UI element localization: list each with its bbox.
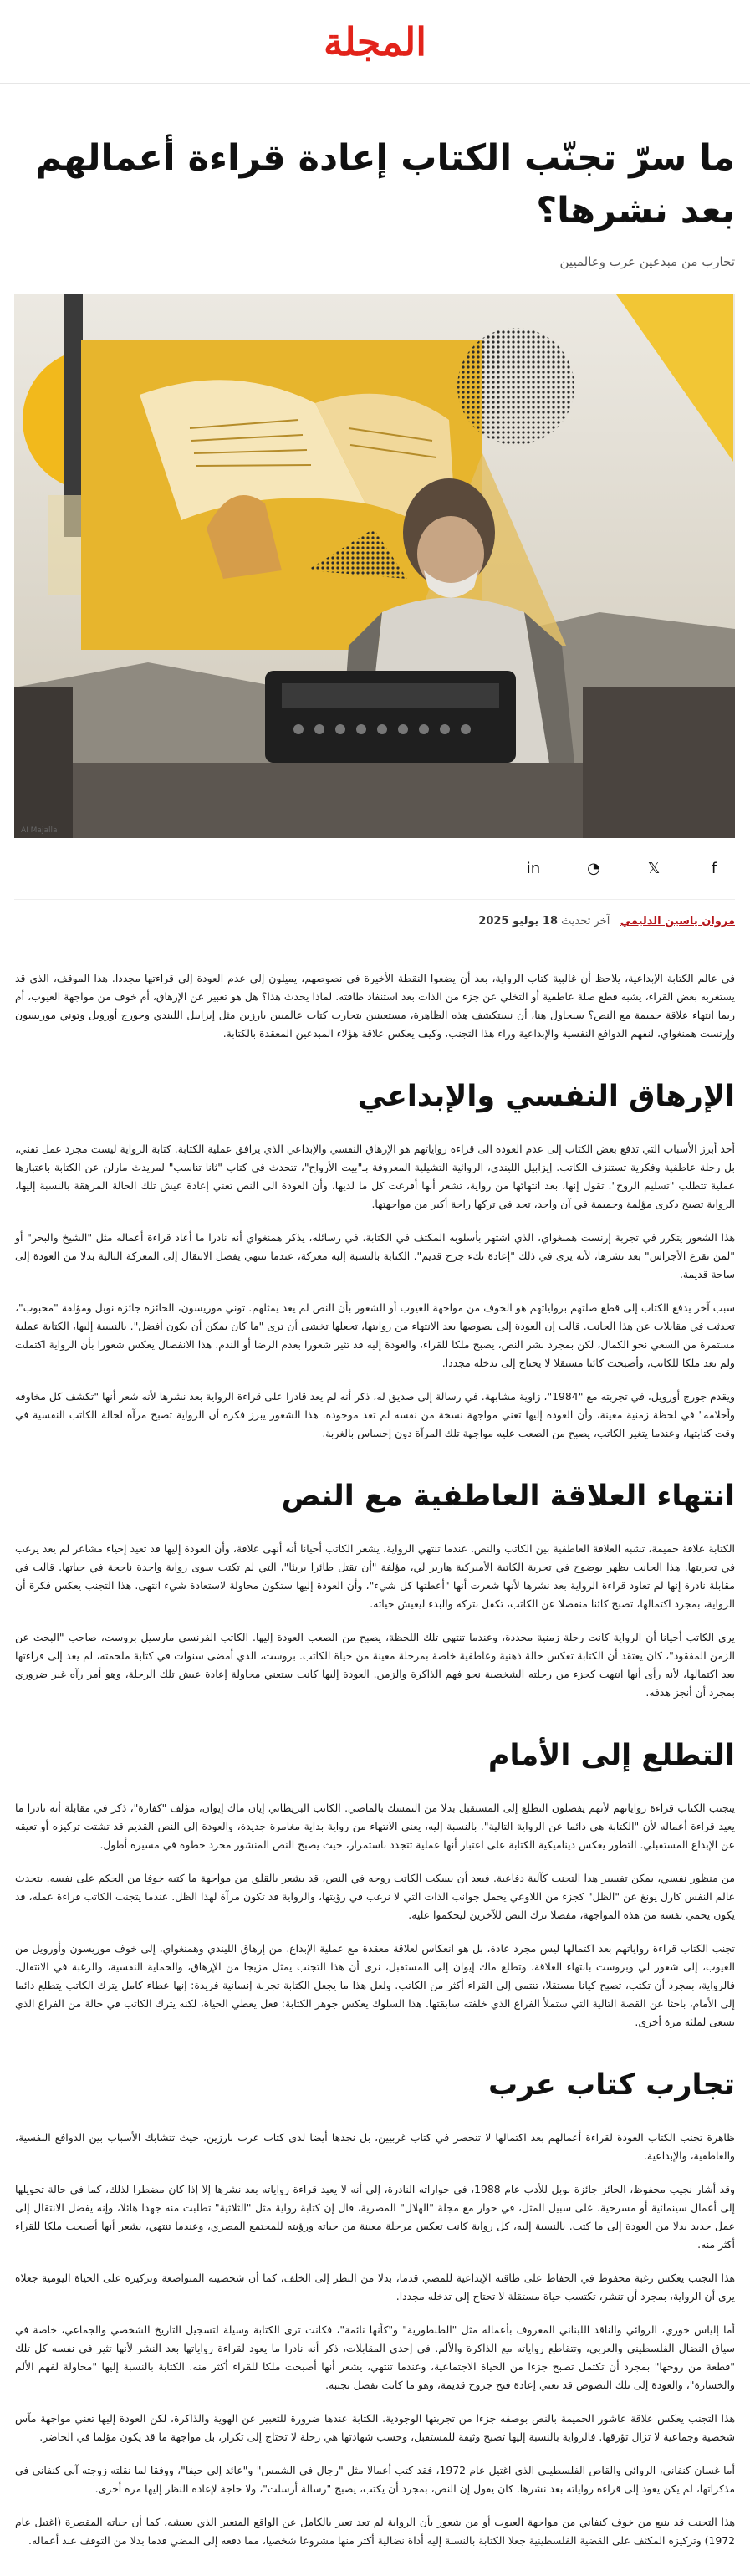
article-paragraph: هذا التجنب قد ينبع من خوف كنفاني من مواجهة العيوب أو من شعور بأن الرواية لم تعد تعبر بالكامل عن الواقع المتغير الذي يعيشه، كما أن حياته المقصرة (اغتيل عام 1972) وتركيزه المكثف على القضية الفلسطينية جعلا الكتابة بالنسبة إليه أداة نضالية أكثر منها مشروعا شخصيا، مما دفعه إلى المضي قدما بدلا من التوقف عند أعماله. bbox=[15, 2516, 735, 2547]
article-paragraph: يرى الكاتب أحيانا أن الرواية كانت رحلة زمنية محددة، وعندما تنتهي تلك اللحظة، يصبح من الصعب العودة إليها. الكاتب الفرنسي مارسيل بروست، صاحب "البحث عن الزمن المفقود"، كان يعتقد أن الكتابة تعكس حالة ذهنية وعاطفية خاصة بمرحلة معينة من حياة الكاتب. بروست، الذي أمضى سنوات في كتابة ملحمته، لم يعد إلى قراءتها بعد اكتمالها، لأنه رأى أنها انتهت كجزء من رحلته الشخصية نحو فهم الذاكرة والزمن. العودة إليها كانت ستعني محاولة إعادة عيش تلك الرحلة، وهو أمر رآه غير ضروري بمجرد أن أنجز هدفه. bbox=[15, 1631, 735, 1699]
image-credit: AI Majalla bbox=[21, 826, 58, 835]
article bbox=[0, 132, 750, 2550]
article-paragraph: ظاهرة تجنب الكتاب العودة لقراءة أعمالهم بعد اكتمالها لا تنحصر في كتاب غربيين، بل نجدها أيضا لدى كتاب عرب بارزين، حيث تتشابك الأسباب بين الدوافع النفسية، والعاطفية، والإبداعية. bbox=[15, 2131, 735, 2162]
section-heading: تجارب كتاب عرب bbox=[487, 2068, 735, 2102]
article-paragraph: سبب آخر يدفع الكتاب إلى قطع صلتهم برواياتهم هو الخوف من مواجهة العيوب أو الشعور بأن النص لم يعد يمثلهم. توني موريسون، الحائزة جائزة نوبل ومؤلفة "محبوب"، تحدثت في مقابلات عن هذا الجانب. قالت إن العودة إلى نصوصها بعد الانتهاء من روايتها، تجعلها تخشى أن ترى "ما كان يمكن أن يكون أفضل". بالنسبة إليها، الكتابة عملية مستمرة من السعي نحو الكمال، لكن بمجرد نشر النص، يصبح ملكا للقراء، والعودة إليه قد تثير شعورا بعدم الرضا أو الندم. هذا الانفصال يعكس شعورا بأن الرواية اكتملت ولم تعد ملكا للكاتب، وأصبحت كائنا مستقلا لا يحتاج إلى تدخله مجددا. bbox=[15, 1301, 735, 1369]
article-paragraph: في عالم الكتابة الإبداعية، يلاحظ أن غالبية كتاب الرواية، بعد أن يضعوا النقطة الأخيرة في نصوصهم، يميلون إلى عدم العودة إلى قراءتها مجددا. هذا الموقف، الذي قد يستغربه بعض القراء، يشبه قطع صلة عاطفية أو التخلي عن جزء من الذات بعد استنفاد طاقته. لماذا يحدث هذا؟ هل هو تعبير عن الإرهاق، أم خوف من مواجهة العيوب، أم ربما انتهاء علاقة حميمة مع النص؟ سنحاول هنا، أن نستكشف هذه الظاهرة، مستعينين بتجارب كتاب عالميين بارزين مثل إيزابيل الليندي وجورج أورويل وتوني موريسون وإرنست همنغواي، لنفهم الدوافع النفسية والإبداعية وراء هذا التجنب، وكيف يعكس علاقة هؤلاء المبدعين المعقدة بالكتابة. bbox=[15, 972, 735, 1040]
article-paragraph: هذا التجنب يعكس رغبة محفوظ في الحفاظ على طاقته الإبداعية للمضي قدما، بدلا من النظر إلى الخلف، كما أن شخصيته المتواضعة وتركيزه على الحياة اليومية جعلاه يرى أن الرواية، بمجرد أن تنشر، تكتسب حياة مستقلة لا تحتاج إلى تدخله مجددا. bbox=[15, 2272, 735, 2303]
writer-collage-image bbox=[14, 294, 735, 838]
author-link[interactable]: مروان ياسين الدليمي bbox=[620, 915, 735, 928]
publish-date: 18 يوليو 2025 bbox=[478, 915, 558, 928]
article-subtitle: تجارب من مبدعين عرب وعالميين bbox=[559, 254, 735, 269]
section-heading: الإرهاق النفسي والإبداعي bbox=[357, 1080, 735, 1113]
hero-illustration bbox=[14, 294, 735, 838]
article-paragraph: أحد أبرز الأسباب التي تدفع بعض الكتاب إلى عدم العودة الى قراءة رواياتهم هو الإرهاق النفسي والإبداعي الذي يرافق عملية الكتابة. كتابة الرواية ليست مجرد عمل تقني، بل رحلة عاطفية وفكرية تستنزف الكاتب. إيزابيل الليندي، الروائية التشيلية المعروفة بـ"بيت الأرواح"، تتحدث في كتاب "ثانا تناسب" لمريدث مارلن عن الكتابة باعتبارها عملية تتطلب "تسليم الروح". تقول إنها، بعد انتهائها من رواية، تشعر أنها أفرغت كل ما لديها، وأن العودة الى النص تعني إعادة عيش تلك الحالة المرهقة بالنسبة إليها، الرواية تصبح ذكرى مؤلمة وحميمة في آن واحد، تجد في تركها راحة أكبر من مواجهتها. bbox=[15, 1142, 735, 1210]
article-paragraph: أما إلياس خوري، الروائي والناقد اللبناني المعروف بأعماله مثل "الطنطورية" و"كأنها نائمة"، فكانت ترى الكتابة وسيلة لتسجيل التاريخ الشخصي والجماعي، خاصة في سياق النضال الفلسطيني والعربي، وتتقاطع رواياته مع الذاكرة والألم. في إحدى المقابلات، ذكر أنه نادرا ما يعود لقراءة رواياتها بعد النشر لأنها تثير في نفسه كل تلك "قطعة من روحها" بمجرد أن تكتمل تصبح جزءا من الحياة الاجتماعية، وعندما تنتهي، يشعر أنها أصبحت ملكا للقراء أكثر منه. الكتابة بالنسبة إليها "محاولة لفهم الألم والخسارة"، والعودة إلى تلك النصوص قد تعني إعادة فتح جروح قديمة، وهو ما كانت تفضل تجنبه. bbox=[15, 2323, 735, 2391]
article-paragraph: ويقدم جورج أورويل، في تجربته مع "1984"، زاوية مشابهة. في رسالة إلى صديق له، ذكر أنه لم يعد قادرا على قراءة الرواية بعد نشرها لأنه شعر أنها "تكشف كل مخاوفه وأحلامه" في لحظة زمنية معينة، وأن العودة إليها تعني مواجهة نسخة من نفسه لم تعد موجودة. هذا الشعور يبرز فكرة أن الرواية تصبح مرآة لحالة الكاتب النفسية في وقت كتابتها، وعندما يتغير الكاتب، يصبح من الصعب عليه مواجهة تلك المرآة دون إحساس بالغربة. bbox=[15, 1390, 735, 1439]
article-paragraph: وقد أشار نجيب محفوظ، الحائز جائزة نوبل للأدب عام 1988، في حواراته النادرة، إلى أنه لا يعيد قراءة رواياته بعد نشرها إلا إذا كان مضطرا لذلك، كما في حالة تحويلها إلى أعمال سينمائية أو مسرحية. على سبيل المثل، في حوار مع مجلة "الهلال" المصرية، قال إن كتابة رواية مثل "الثلاثية" تطلبت منه جهدا هائلا، وإنه يفضل الانتقال إلى عمل جديد بدلا من العودة إلى ما كتب. بالنسبة إليه، كل رواية كانت تعكس مرحلة معينة من حياته ورؤيته للمجتمع المصري، وعندما تنتهي، يشعر أنها أصبحت ملكا للقراء أكثر منه. bbox=[15, 2183, 735, 2251]
date-label: آخر تحديث bbox=[561, 915, 610, 928]
article-body bbox=[15, 969, 735, 2550]
article-paragraph: أما غسان كنفاني، الروائي والقاص الفلسطيني الذي اغتيل عام 1972، فقد كتب أعمالا مثل "رجال في الشمس" و"عائد إلى حيفا"، ووفقا لما نقلته زوجته آني كنفاني في مذكراتها، لم يكن يعود إلى قراءة رواياته بعد نشرها. كان يقول إن النص، بمجرد أن يكتب، يصبح "رسالة أرسلت"، ولا حاجة لإعادة النظر إليها مرة أخرى. bbox=[15, 2464, 735, 2495]
linkedin-icon[interactable]: in bbox=[526, 860, 541, 877]
whatsapp-icon[interactable]: ◔ bbox=[587, 860, 600, 877]
article-paragraph: يتجنب الكتاب قراءة رواياتهم لأنهم يفضلون التطلع إلى المستقبل بدلا من التمسك بالماضي. الكاتب البريطاني إيان ماك إيوان، مؤلف "كفارة"، ذكر في مقابلة أنه نادرا ما يعيد قراءة أعماله لأن "الكتابة هي دائما عن الرواية التالية". بالنسبة إليه، يعني الانتهاء من رواية بداية مغامرة جديدة، والعودة إلى النص القديم قد تشتت تركيزه أو تعيقه عن الإبداع المستقبلي. التطور يعكس ديناميكية الكتابة على اعتبار أنها عملية تتجدد باستمرار، حيث يصبح النص المنشور مجرد خطوة في مسيرة أطول. bbox=[15, 1802, 735, 1851]
site-logo[interactable]: المجلة bbox=[324, 18, 426, 64]
share-bar bbox=[14, 838, 735, 900]
section-heading: التطلع إلى الأمام bbox=[487, 1739, 735, 1772]
article-meta bbox=[15, 900, 735, 946]
facebook-icon[interactable]: f bbox=[711, 860, 717, 877]
article-paragraph: هذا الشعور يتكرر في تجربة إرنست همنغواي، الذي اشتهر بأسلوبه المكثف في الكتابة. في رسائله، يذكر همنغواي أنه نادرا ما أعاد قراءة أعماله مثل "الشيخ والبحر" أو "لمن تقرع الأجراس" بعد نشرها، لأنه يرى في ذلك "إعادة نكء جرح قديم". الكتابة بالنسبة إليه معركة، عندما تنتهي يفضل الانتقال إلى المعركة التالية بدلا من العودة إلى ساحة قديمة. bbox=[15, 1231, 735, 1280]
site-header bbox=[0, 0, 750, 84]
section-heading: انتهاء العلاقة العاطفية مع النص bbox=[281, 1480, 735, 1513]
article-paragraph: الكتابة علاقة حميمة، تشبه العلاقة العاطفية بين الكاتب والنص. عندما تنتهي الرواية، يشعر الكاتب أحيانا أنه أنهى علاقة، وأن العودة إليها قد تعيد إحياء مشاعر لم يعد يرغب في تجربتها. هذا الجانب يظهر بوضوح في تجربة الكاتبة الأميركية هاربر لي، مؤلفة "أن تقتل طائرا بريئا"، التي لم تكتب سوى رواية واحدة ناجحة في حياتها. قالت في مقابلة نادرة إنها لم تعاود قراءة الرواية بعد نشرها لأنها شعرت أنها "أعطتها كل شيء"، وأن العودة إليها ستكون محاولة لاستعادة شيء انتهى. هذا التجنب يعكس فكرة أن الرواية، بمجرد اكتمالها، تصبح كائنا منفصلا عن الكاتب، تكفل بتركه والبدء ليعيش حياته. bbox=[15, 1542, 735, 1610]
x-icon[interactable]: 𝕏 bbox=[647, 860, 661, 877]
article-title: ما سرّ تجنّب الكتاب إعادة قراءة أعمالهم بعد نشرها؟ bbox=[35, 137, 735, 232]
article-paragraph: من منظور نفسي، يمكن تفسير هذا التجنب كآلية دفاعية. فبعد أن يسكب الكاتب روحه في النص، قد يشعر بالقلق من مواجهة ما كتبه خوفا من الحكم على نفسه. يتحدث عالم النفس كارل يونغ عن "الظل" كجزء من اللاوعي يحمل جوانب الذات التي لا نرغب في رؤيتها، والرواية قد تكون مرآة لهذا الظل. عندما يتجنب الكاتب قراءة عمله، قد يكون يحمي نفسه من هذه المواجهة، مفضلا ترك النص للآخرين ليحكموا عليه. bbox=[15, 1872, 735, 1921]
article-paragraph: هذا التجنب يعكس علاقة عاشور الحميمة بالنص بوصفه جزءا من تجربتها الوجودية. الكتابة عندها ضرورة للتعبير عن الهوية والذاكرة، لكن العودة إليها تعني مواجهة مآس شخصية وجماعية لا تزال تؤرقها. فالرواية بالنسبة إليها تصبح وثيقة للمستقبل، وحسب شهادتها هي رحلة لا تحتاج إلى تكرار، بل مواجهة ما قد يكون مؤلما في الحاضر. bbox=[15, 2412, 735, 2443]
article-paragraph: تجنب الكتاب قراءة رواياتهم بعد اكتمالها ليس مجرد عادة، بل هو انعكاس لعلاقة معقدة مع عملية الإبداع. من إرهاق الليندي وهمنغواي، إلى خوف موريسون وأورويل من العيوب، إلى شعور لي وبروست بانتهاء العلاقة، وتطلع ماك إيوان إلى المستقبل، نرى أن هذا التجنب يمثل مزيجا من الإرهاق، والحماية النفسية، والرغبة في الانتقال. فالرواية، بمجرد أن تكتب، تصبح كيانا مستقلا، تنتمي إلى القراء أكثر من الكاتب. ولعل هذا ما يجعل الكتابة تجربة إنسانية فريدة: إنها عطاء كامل يترك الكاتب يتطلع دائما إلى الأمام، باحثا عن القصة التالية التي ستملأ الفراغ الذي خلفته سابقتها. هذا السلوك يعكس جوهر الكتابة: فعل يعطي الحياة، لكنه يترك الكاتب في حالة من الفراغ الذي يسعى لملئه مرة أخرى. bbox=[15, 1942, 735, 2028]
